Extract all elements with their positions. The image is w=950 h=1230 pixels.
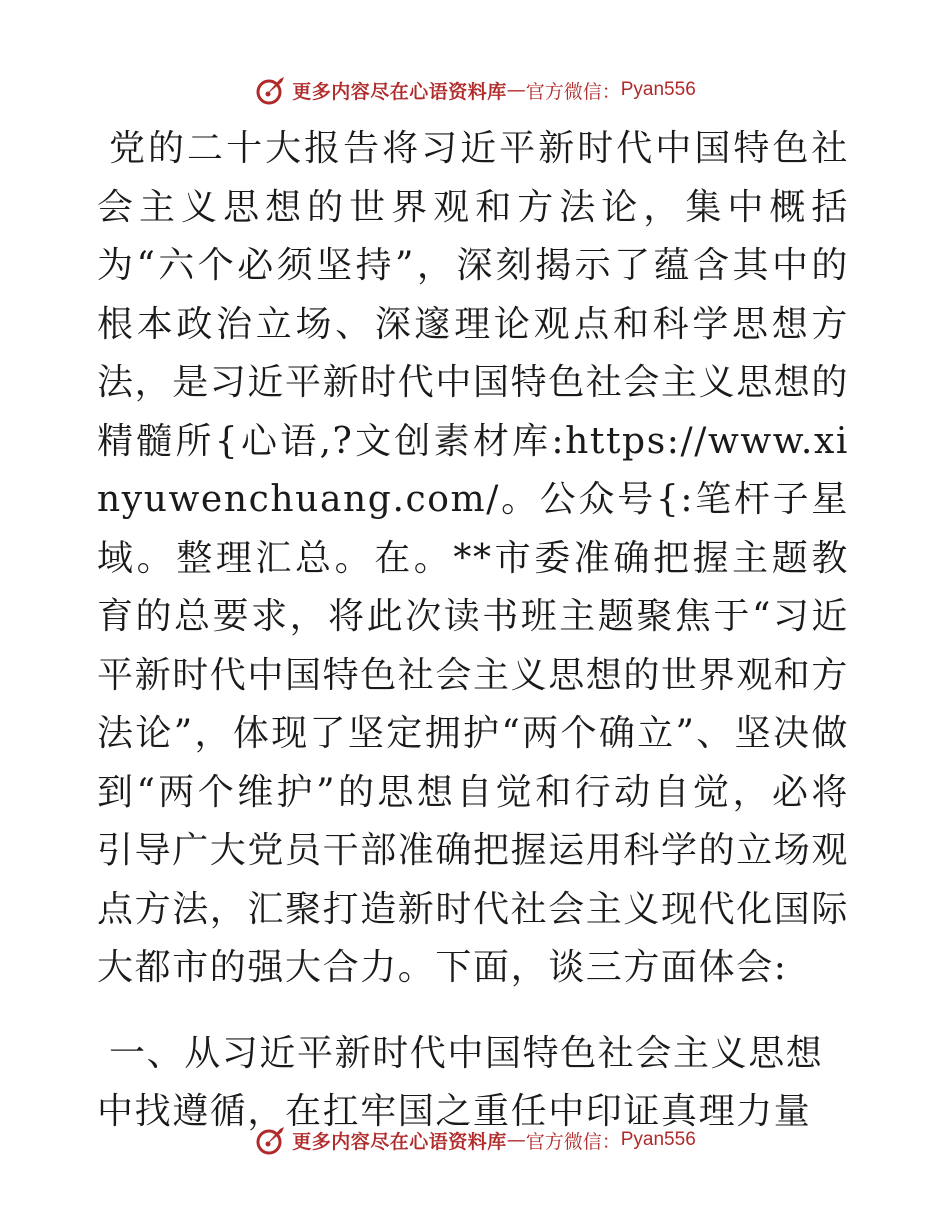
header-wechat-label: 官方微信： — [525, 80, 621, 103]
footer-banner — [0, 1120, 950, 1160]
section-heading: 一、从习近平新时代中国特色社会主义思想中找遵循，在扛牢国之重任中印证真理力量 — [97, 1032, 824, 1132]
document-body — [97, 120, 849, 1141]
feather-circle-logo-icon — [254, 1123, 288, 1157]
header-banner — [0, 70, 950, 110]
feather-circle-logo-icon — [254, 73, 288, 107]
body-paragraph: 党的二十大报告将习近平新时代中国特色社会主义思想的世界观和方法论，集中概括为“六个必须坚持”，深刻揭示了蕴含其中的根本政治立场、深邃理论观点和科学思想方法，是习近平新时代中国特色社会主义思想的精髓所{心语,?文创素材库:https://www.xinyuwenchuang.com/。公众号{:笔杆子星域。整理汇总。在。**市委准确把握主题教育的总要求，将此次读书班主题聚焦于“习近平新时代中国特色社会主义思想的世界观和方法论”，体现了坚定拥护“两个确立”、坚决做到“两个维护”的思想自觉和行动自觉，必将引导广大党员干部准确把握运用科学的立场观点方法，汇聚打造新时代社会主义现代化国际大都市的强大合力。下面，谈三方面体会: — [97, 128, 850, 988]
footer-brand-text: 更多内容尽在心语资料库 — [292, 1130, 507, 1153]
footer-wechat-label: 官方微信： — [525, 1130, 621, 1153]
footer-wechat-id: Pyan556 — [620, 1129, 696, 1150]
footer-separator: — — [506, 1129, 526, 1151]
header-wechat-id: Pyan556 — [620, 79, 696, 100]
header-separator: — — [506, 79, 526, 101]
header-brand-text: 更多内容尽在心语资料库 — [292, 80, 507, 103]
